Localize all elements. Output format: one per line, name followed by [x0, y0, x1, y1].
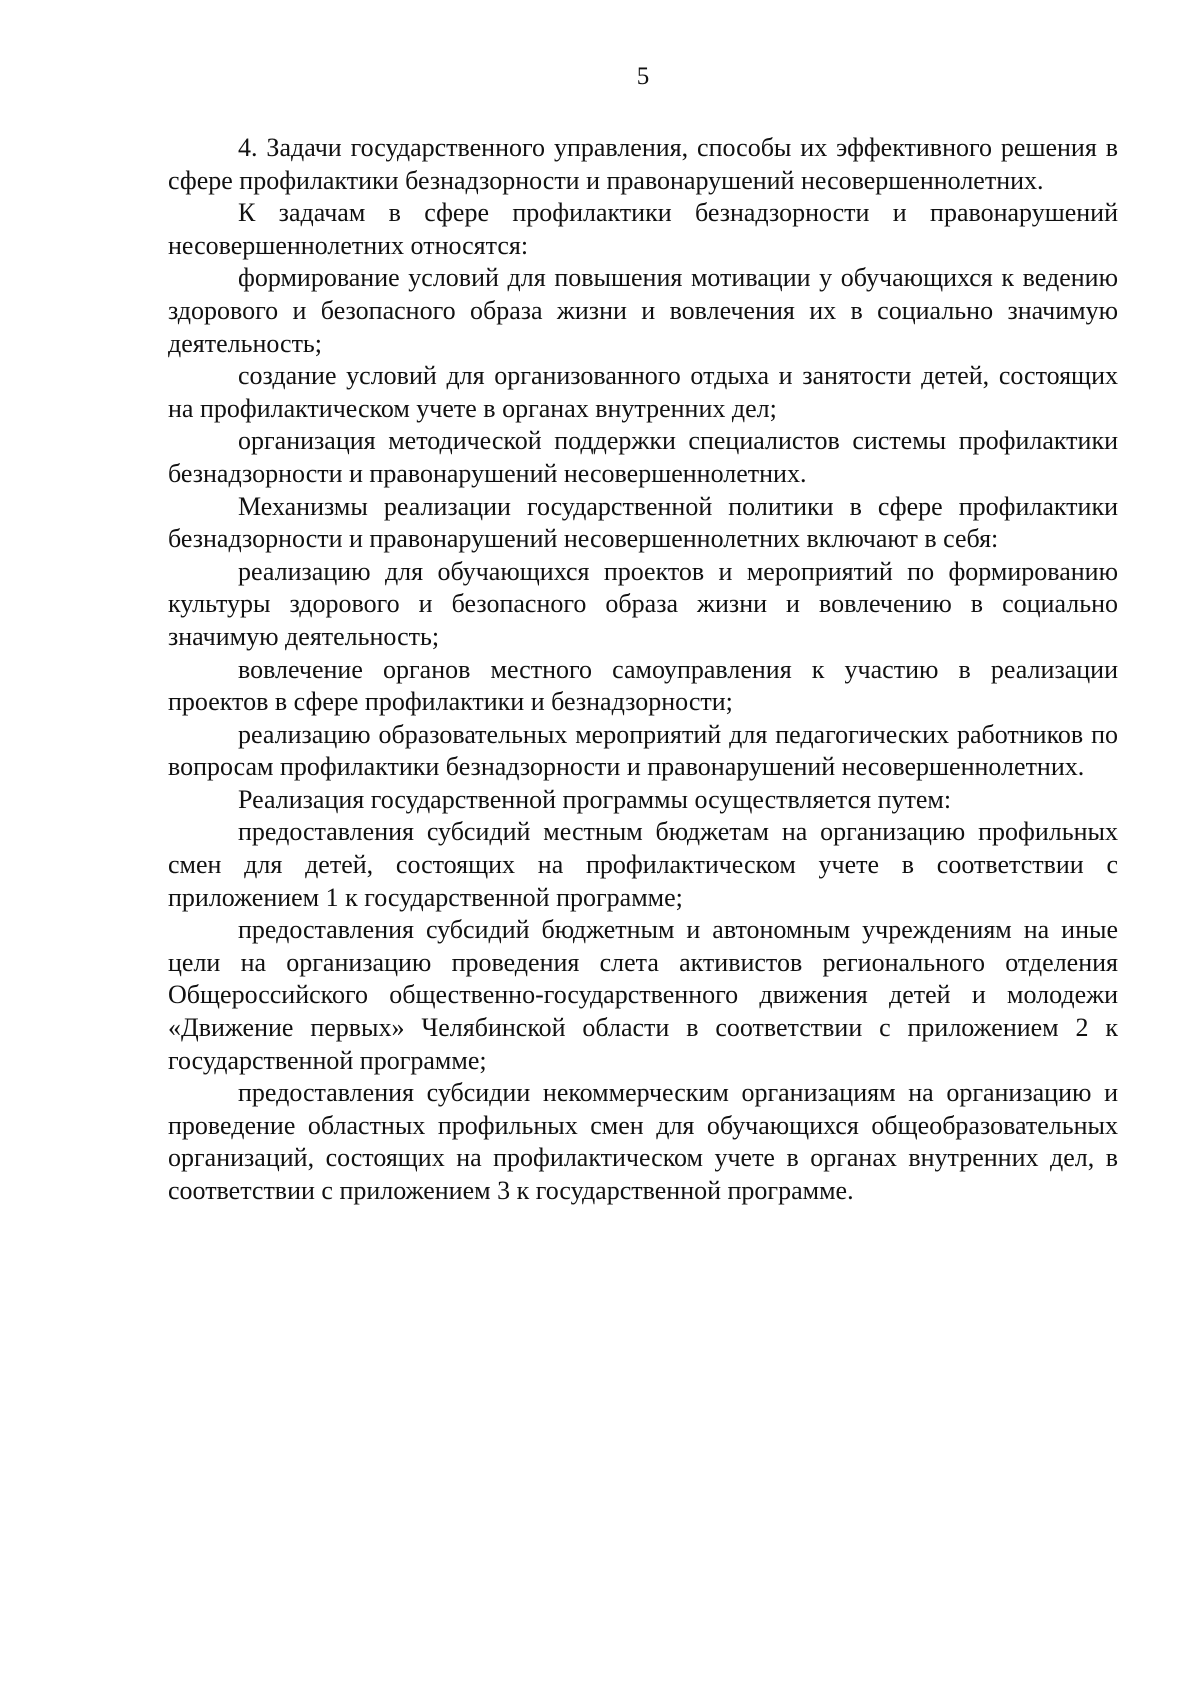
mechanism-item-paragraph: реализацию для обучающихся проектов и мероприятий по формированию культуры здорового и безопасного образа жизни и вовлечению в социально значимую деятельность; [168, 556, 1118, 651]
document-body [168, 132, 1118, 1208]
implementation-item-paragraph: предоставления субсидии некоммерческим организациям на организацию и проведение областных профильных смен для обучающихся общеобразовательных организаций, состоящих на профилактическом учете в органах внутренних дел, в соответствии с приложением 3 к государственной программе. [168, 1078, 1118, 1205]
mechanisms-intro-paragraph: Механизмы реализации государственной политики в сфере профилактики безнадзорности и правонарушений несовершеннолетних включают в себя: [168, 491, 1118, 554]
implementation-intro-paragraph: Реализация государственной программы осуществляется путем: [238, 784, 952, 814]
mechanism-item-paragraph: вовлечение органов местного самоуправления к участию в реализации проектов в сфере профилактики и безнадзорности; [168, 654, 1118, 717]
implementation-item-paragraph: предоставления субсидий местным бюджетам на организацию профильных смен для детей, состоящих на профилактическом учете в соответствии с приложением 1 к государственной программе; [168, 817, 1118, 912]
tasks-intro-paragraph: К задачам в сфере профилактики безнадзорности и правонарушений несовершеннолетних относятся: [168, 198, 1118, 260]
section-heading-paragraph: 4. Задачи государственного управления, способы их эффективного решения в сфере профилактики безнадзорности и правонарушений несовершеннолетних. [168, 133, 1118, 195]
task-item-paragraph: формирование условий для повышения мотивации у обучающихся к ведению здорового и безопасного образа жизни и вовлечения их в социально значимую деятельность; [168, 263, 1118, 358]
task-item-paragraph: организация методической поддержки специалистов системы профилактики безнадзорности и правонарушений несовершеннолетних. [168, 426, 1118, 488]
task-item-paragraph: создание условий для организованного отдыха и занятости детей, состоящих на профилактическом учете в органах внутренних дел; [168, 361, 1118, 423]
page-number: 5 [636, 63, 650, 90]
implementation-item-paragraph: предоставления субсидий бюджетным и автономным учреждениям на иные цели на организацию проведения слета активистов регионального отделения Общероссийского общественно-государственного движения детей и молодежи «Движение первых» Челябинской области в соответствии с приложением 2 к государственной программе; [168, 915, 1118, 1075]
mechanism-item-paragraph: реализацию образовательных мероприятий для педагогических работников по вопросам профилактики безнадзорности и правонарушений несовершеннолетних. [168, 719, 1118, 782]
